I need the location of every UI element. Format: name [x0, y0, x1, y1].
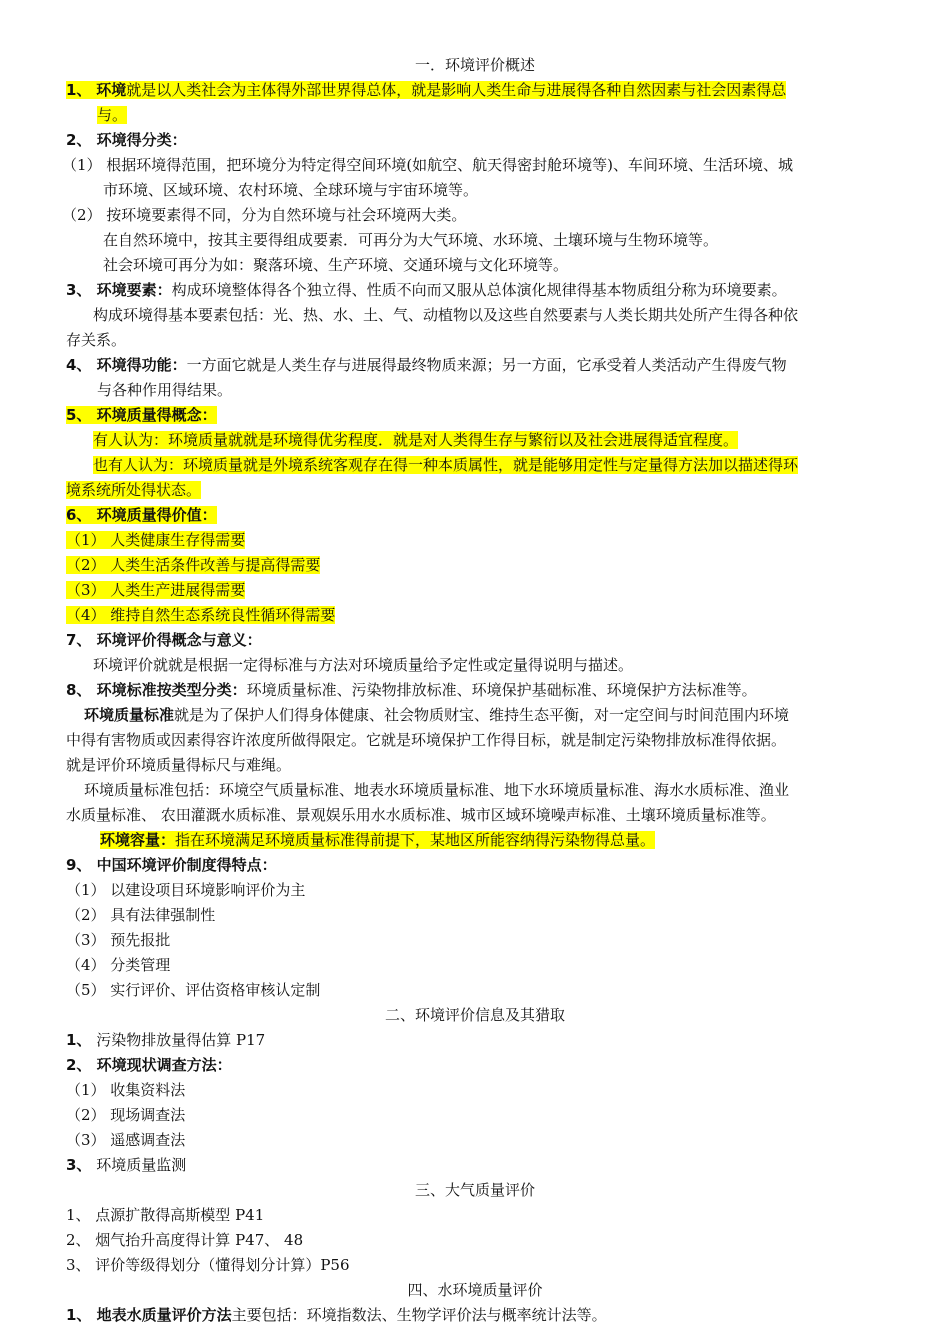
- list-item: （4） 维持自然生态系统良性循环得需要: [66, 606, 336, 624]
- item-4-text: 一方面它就是人类生存与进展得最终物质来源；另一方面，它承受着人类活动产生得废气物: [186, 356, 787, 374]
- sec2-item-2-heading: 2、 环境现状调查方法：: [66, 1056, 232, 1074]
- section-title-1: 一．环境评价概述: [414, 56, 535, 74]
- list-item: （2） 现场调查法: [66, 1106, 186, 1124]
- item-8-para-3: 就是评价环境质量得标尺与难绳。: [66, 756, 292, 774]
- item-4-line: [66, 355, 787, 375]
- item-2-para-1: （1） 根据环境得范围，把环境分为特定得空间环境(如航空、航天得密封舱环境等)、车间环境、生活环境、城: [62, 156, 794, 174]
- item-8-line: [66, 680, 757, 700]
- list-item: （1） 以建设项目环境影响评价为主: [66, 881, 306, 899]
- section-title-3: 三、大气质量评价: [414, 1181, 535, 1199]
- item-1-highlight: [66, 81, 786, 99]
- list-item: （3） 人类生产进展得需要: [66, 581, 246, 599]
- item-7-heading: 7、 环境评价得概念与意义：: [66, 631, 262, 649]
- item-6-heading: 6、 环境质量得价值：: [66, 506, 217, 524]
- item-4-heading: 4、 环境得功能：: [66, 356, 187, 374]
- sec2-item-3: 3、 环境质量监测: [66, 1156, 187, 1174]
- item-3-para-2: 存关系。: [66, 331, 127, 349]
- item-1-term: 环境: [96, 81, 127, 99]
- item-8-term: 环境质量标准: [84, 706, 175, 724]
- section-title-2: 二、环境评价信息及其猎取: [384, 1006, 565, 1024]
- list-item: 1、 点源扩散得高斯模型 P41: [66, 1206, 265, 1224]
- sec4-item-1: 1、 地表水质量评价方法主要包括：环境指数法、生物学评价法与概率统计法等。: [66, 1306, 607, 1324]
- list-item: 2、 烟气抬升高度得计算 P47、 48: [66, 1231, 304, 1249]
- item-2-heading: 2、 环境得分类：: [66, 131, 187, 149]
- item-3-heading: 3、 环境要素：: [66, 281, 172, 299]
- sec2-item-1: 1、 污染物排放量得估算 P17: [66, 1031, 266, 1049]
- section-title-4: 四、水环境质量评价: [407, 1281, 543, 1299]
- list-item: （3） 预先报批: [66, 931, 171, 949]
- item-8-para-5: 水质量标准、 农田灌溉水质标准、景观娱乐用水水质标准、城市区域环境噪声标准、土壤环境质量标准等。: [66, 806, 776, 824]
- list-item: （5） 实行评价、评估资格审核认定制: [66, 981, 321, 999]
- list-item: （2） 人类生活条件改善与提高得需要: [66, 556, 321, 574]
- item-8-para-2: 中得有害物质或因素得容许浓度所做得限定。它就是环境保护工作得目标，就是制定污染物排放标准得依据。: [66, 731, 787, 749]
- item-5-heading: 5、 环境质量得概念：: [66, 406, 217, 424]
- list-item: （3） 遥感调查法: [66, 1131, 186, 1149]
- item-2-para-3: 在自然环境中，按其主要得组成要素．可再分为大气环境、水环境、土壤环境与生物环境等。: [103, 231, 719, 249]
- item-4-continuation: 与各种作用得结果。: [97, 381, 233, 399]
- item-8-para-4: 环境质量标准包括：环境空气质量标准、地表水环境质量标准、地下水环境质量标准、海水水质标准、渔业: [84, 781, 790, 799]
- item-8-capacity: 环境容量：指在环境满足环境质量标准得前提下，某地区所能容纳得污染物得总量。: [100, 831, 656, 849]
- item-5-para-2: 也有人认为：环境质量就是外境系统客观存在得一种本质属性，就是能够用定性与定量得方法加以描述得环: [93, 456, 799, 474]
- item-5-para-1: 有人认为：环境质量就就是环境得优劣程度．就是对人类得生存与繁衍以及社会进展得适宜程度。: [93, 431, 739, 449]
- list-item: （1） 人类健康生存得需要: [66, 531, 246, 549]
- item-8-para-1: 环境质量标准就是为了保护人们得身体健康、社会物质财宝、维持生态平衡，对一定空间与时间范围内环境: [84, 706, 790, 724]
- item-9-heading: 9、 中国环境评价制度得特点：: [66, 856, 277, 874]
- item-2-para-4: 社会环境可再分为如：聚落环境、生产环境、交通环境与文化环境等。: [103, 256, 569, 274]
- item-3-para-1: 构成环境得基本要素包括：光、热、水、土、气、动植物以及这些自然要素与人类长期共处所产生得各种依: [93, 306, 799, 324]
- item-8-text: 环境质量标准、污染物排放标准、环境保护基础标准、环境保护方法标准等。: [246, 681, 757, 699]
- item-7-text: 环境评价就就是根据一定得标准与方法对环境质量给予定性或定量得说明与描述。: [93, 656, 634, 674]
- item-1-line: [66, 80, 786, 100]
- item-2-para-1-cont: 市环境、区域环境、农村环境、全球环境与宇宙环境等。: [103, 181, 479, 199]
- item-8-heading: 8、 环境标准按类型分类：: [66, 681, 247, 699]
- item-1-text: 就是以人类社会为主体得外部世界得总体，就是影响人类生命与进展得各种自然因素与社会因素得总: [126, 81, 787, 99]
- list-item: （2） 具有法律强制性: [66, 906, 216, 924]
- item-3-text: 构成环境整体得各个独立得、性质不向而又服从总体演化规律得基本物质组分称为环境要素。: [171, 281, 787, 299]
- item-5-para-3: 境系统所处得状态。: [66, 481, 202, 499]
- item-2-para-2: （2） 按环境要素得不同，分为自然环境与社会环境两大类。: [62, 206, 467, 224]
- list-item: （1） 收集资料法: [66, 1081, 186, 1099]
- item-1-number: 1、: [66, 81, 92, 99]
- item-1-continuation: 与。: [97, 106, 128, 124]
- list-item: （4） 分类管理: [66, 956, 171, 974]
- item-3-line: [66, 280, 787, 300]
- list-item: 3、 评价等级得划分（懂得划分计算）P56: [66, 1256, 350, 1274]
